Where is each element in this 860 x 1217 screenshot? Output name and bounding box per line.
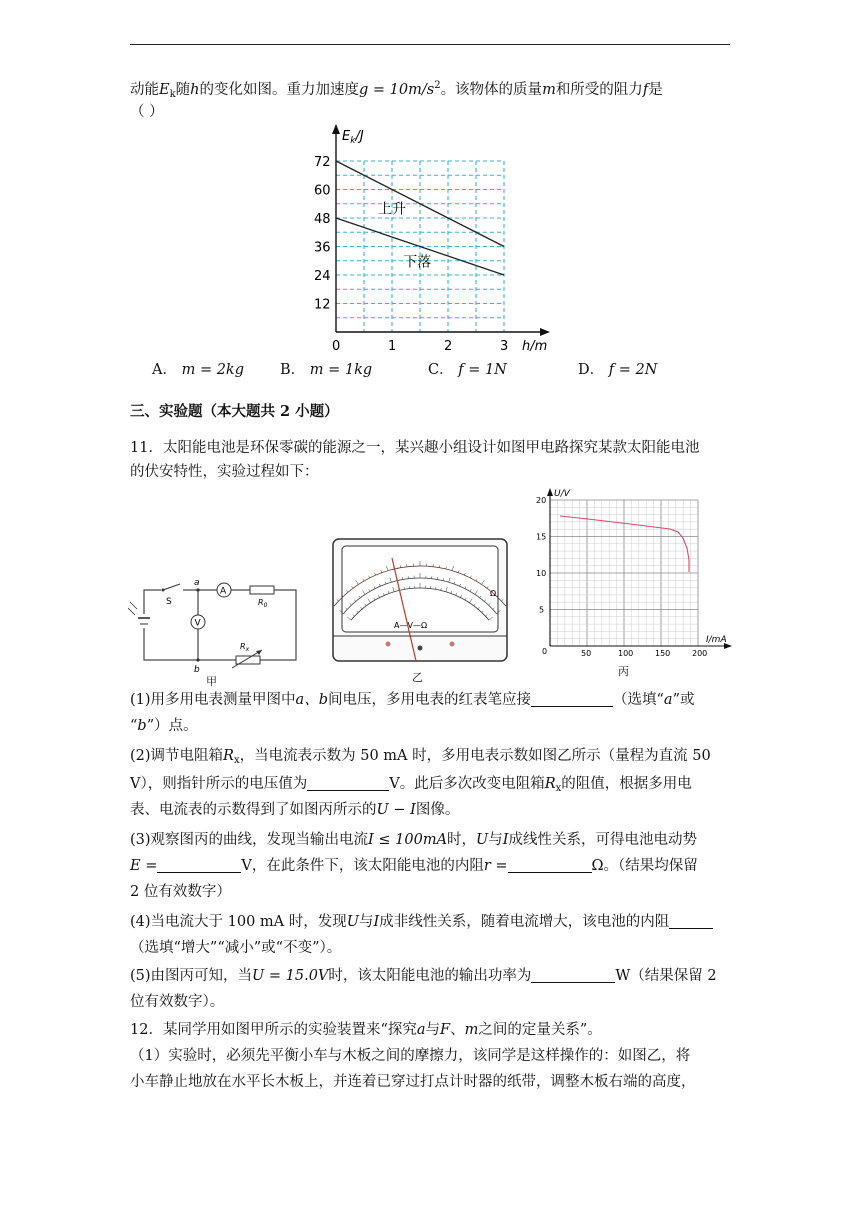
fig-bing-label: 丙 bbox=[618, 665, 629, 678]
blank-6[interactable] bbox=[531, 968, 615, 983]
y-axis-arrow bbox=[332, 124, 340, 134]
header-rule bbox=[130, 44, 730, 45]
y-tick-label: 12 bbox=[314, 297, 331, 313]
q11-intro-line1: 11．太阳能电池是环保零碳的能源之一，某兴趣小组设计如图甲电路探究某款太阳能电池 bbox=[130, 440, 700, 456]
y-axis-label: $E_k/J$ bbox=[342, 129, 364, 146]
ui-x-tick: 150 bbox=[655, 649, 671, 658]
q11-p4-line2: （选填“增大”“减小”或“不变”）。 bbox=[130, 940, 342, 956]
y-tick-label: 60 bbox=[314, 183, 331, 199]
blank-4[interactable] bbox=[508, 858, 592, 873]
ui-y-tick: 20 bbox=[536, 496, 547, 505]
ui-y-tick: 5 bbox=[539, 605, 545, 615]
q12-p1-line1: （1）实验时，必须先平衡小车与木板之间的摩擦力，该同学是这样操作的：如图乙，将 bbox=[130, 1048, 691, 1064]
q11-p5-line2: 位有效数字）。 bbox=[130, 994, 225, 1010]
fig-yi-label: 乙 bbox=[412, 671, 423, 684]
solar-cell-icon bbox=[128, 602, 150, 628]
x-axis-arrow bbox=[540, 328, 550, 336]
x-axis-label: h/m bbox=[522, 339, 548, 354]
series-label-xialuo: 下落 bbox=[403, 254, 432, 271]
ui-ylabel: U/V bbox=[554, 489, 570, 499]
q11-p3-line3: 2 位有效数字） bbox=[130, 884, 231, 900]
q11-p3-line2: E = V，在此条件下，该太阳能电池的内阻r = Ω。（结果均保留 bbox=[130, 858, 698, 874]
q11-p2-line3: 表、电流表的示数得到了如图丙所示的U − I图像。 bbox=[130, 802, 460, 818]
ui-x-tick: 50 bbox=[581, 649, 592, 658]
section-heading: 三、实验题（本大题共 2 小题） bbox=[130, 403, 339, 420]
voltmeter-icon bbox=[191, 615, 205, 629]
option-d[interactable]: D． f = 2N bbox=[578, 362, 658, 378]
q11-p3-line1: (3)观察图丙的曲线，发现当输出电流I ≤ 100mA时，U与I成线性关系，可得电池电动势 bbox=[130, 832, 698, 848]
blank-5[interactable] bbox=[669, 914, 713, 929]
q12-p1-line2: 小车静止地放在水平长木板上，并连着已穿过打点计时器的纸带，调整木板右端的高度， bbox=[130, 1074, 696, 1090]
ui-y-tick: 10 bbox=[536, 569, 547, 578]
y-tick-label: 36 bbox=[314, 240, 331, 256]
node-b-label: b bbox=[194, 665, 200, 675]
blank-3[interactable] bbox=[157, 858, 241, 873]
x-tick-label: 0 bbox=[332, 339, 341, 354]
ammeter-icon bbox=[217, 583, 231, 597]
node-a-label: a bbox=[194, 578, 200, 588]
q11-p1-line2: “b”）点。 bbox=[130, 718, 198, 734]
series-label-shangsheng: 上升 bbox=[378, 201, 406, 218]
q11-p5-line1: (5)由图丙可知，当U = 15.0V时，该太阳能电池的输出功率为 W（结果保留 2 bbox=[130, 968, 717, 984]
q11-p4-line1: (4)当电流大于 100 mA 时，发现U与I成非线性关系，随着电流增大，该电池的内阻 bbox=[130, 912, 713, 932]
ek-h-chart bbox=[300, 122, 560, 358]
svg-text:S: S bbox=[166, 597, 172, 607]
fig-jia-label: 甲 bbox=[206, 675, 217, 688]
circuit-diagram bbox=[128, 572, 308, 682]
ui-origin: 0 bbox=[542, 647, 548, 656]
q11-intro-line2: 的伏安特性，实验过程如下： bbox=[130, 464, 319, 480]
q12-intro: 12．某同学用如图甲所示的实验装置来“探究a与F、m之间的定量关系”。 bbox=[130, 1022, 602, 1038]
ui-x-tick: 200 bbox=[692, 649, 708, 658]
svg-text:R0: $R_0$ bbox=[258, 598, 268, 609]
x-tick-label: 1 bbox=[388, 339, 397, 354]
switch-s bbox=[161, 584, 183, 607]
svg-text:Ω: Ω bbox=[490, 589, 497, 598]
resistor-r0 bbox=[250, 586, 274, 609]
x-tick-label: 2 bbox=[444, 339, 453, 354]
q11-p2-line2: V），则指针所示的电压值为 V。此后多次改变电阻箱$R_x$的阻值，根据多用电 bbox=[130, 776, 692, 794]
blank-2[interactable] bbox=[307, 776, 389, 791]
y-tick-label: 72 bbox=[314, 155, 331, 170]
option-b[interactable]: B． m = 1kg bbox=[280, 362, 373, 378]
svg-text:V: V bbox=[194, 618, 201, 629]
ui-x-tick: 100 bbox=[618, 649, 634, 658]
svg-text:Rx: $R_x$ bbox=[240, 642, 250, 653]
q10-answer-paren: （ ） bbox=[130, 104, 164, 120]
q11-p2-line1: (2)调节电阻箱$R_x$，当电流表示数为 50 mA 时，多用电表示数如图乙所示（量程为直流 50 bbox=[130, 748, 711, 766]
q11-p1-line1: (1)用多用电表测量甲图中a、b间电压，多用电表的红表笔应接 （选填“a”或 bbox=[130, 692, 695, 708]
ui-y-tick: 15 bbox=[536, 532, 547, 542]
meter-jack-left bbox=[386, 642, 391, 647]
resistor-box-rx bbox=[232, 642, 262, 668]
option-a[interactable]: A． m = 2kg bbox=[152, 362, 245, 378]
svg-text:A—V—Ω: A—V—Ω bbox=[394, 621, 428, 630]
meter-jack-right bbox=[450, 642, 455, 647]
u-i-chart bbox=[530, 486, 740, 666]
ui-xlabel: I/mA bbox=[706, 635, 727, 645]
meter-jack-center bbox=[418, 646, 423, 651]
q10-stem-line1: 动能$E_k$随h的变化如图。重力加速度$g = 10m/s^2$。该物体的质量m和所受的阻力f是 bbox=[130, 80, 663, 100]
x-tick-label: 3 bbox=[500, 339, 509, 354]
option-c[interactable]: C． f = 1N bbox=[428, 362, 507, 378]
y-tick-label: 24 bbox=[314, 269, 331, 284]
multimeter-dial bbox=[332, 538, 508, 662]
y-tick-label: 48 bbox=[314, 212, 331, 227]
blank-1[interactable] bbox=[531, 692, 613, 707]
svg-text:A: A bbox=[220, 586, 227, 597]
